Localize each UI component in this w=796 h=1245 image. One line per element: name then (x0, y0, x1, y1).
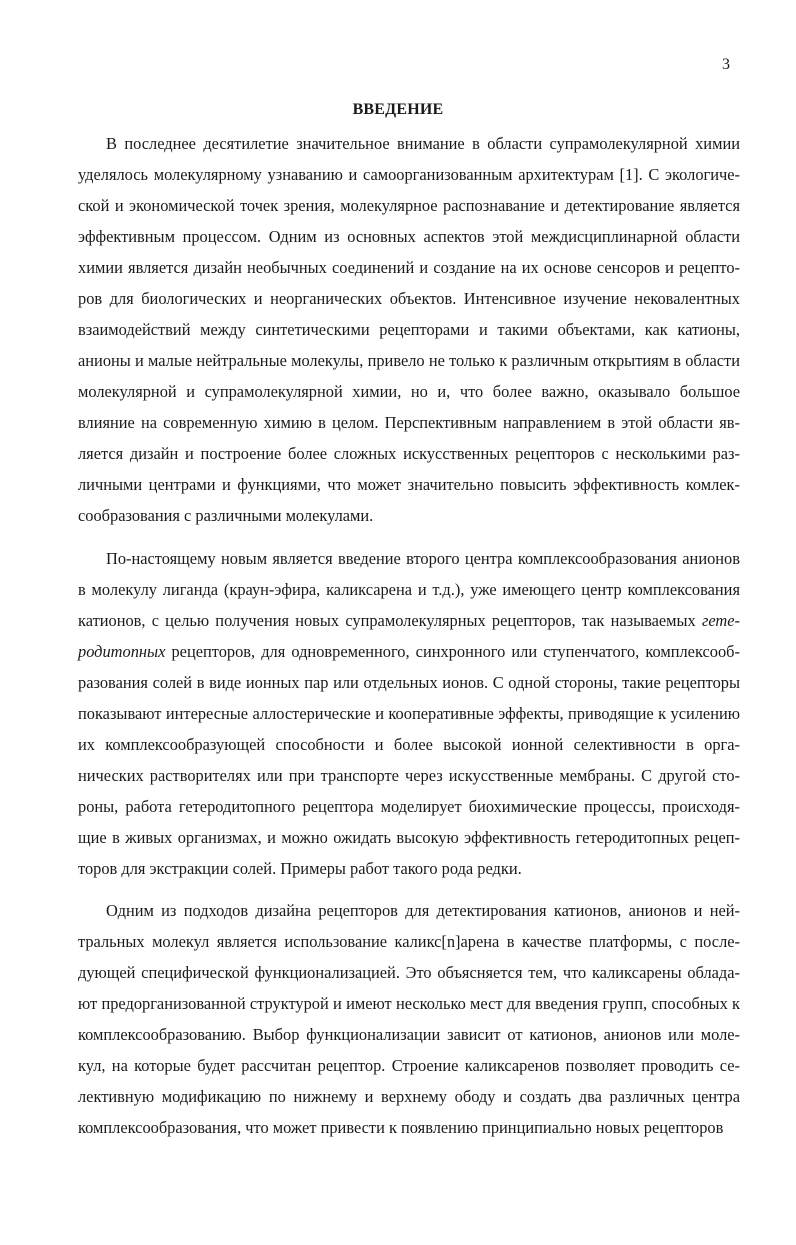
paragraph-1: В последнее десятилетие значительное внимание в области супрамолекулярной химии уделялось молекулярному узнаванию и самоорганизованным архитектурам [1]. С экологической и экономической точек зрения, молекулярное распознавание и детектирование является эффективным процессом. Одним из основных аспектов этой междисциплинарной области химии является дизайн необычных соединений и создание на их основе сенсоров и рецепторов для биологических и неорганических объектов. Интенсивное изучение нековалентных взаимодействий между синтетическими рецепторами и такими объектами, как катионы, анионы и малые нейтральные молекулы, привело не только к различным открытиям в области молекулярной и супрамолекулярной химии, но и, что более важно, оказывало большое влияние на современную химию в целом. Перспективным направлением в этой области является дизайн и построение более сложных искусственных рецепторов с несколькими различными центрами и функциями, что может значительно повысить эффективность комлексообразования с различными молекулами. (78, 134, 740, 525)
body-text (78, 128, 740, 1143)
paragraph-2-before: По-настоящему новым является введение второго центра комплексообразования анионов в молекулу лиганда (краун-эфира, каликсарена и т.д.), уже имеющего центр комплексования катионов, с целью получения новых супрамолекулярных рецепторов, так называемых (78, 549, 740, 630)
paragraph-3: Одним из подходов дизайна рецепторов для детектирования катионов, анионов и нейтральных молекул является использование каликс[n]арена в качестве платформы, с последующей специфической функционализацией. Это объясняется тем, что каликсарены обладают предорганизованной структурой и имеют несколько мест для введения групп, способных к комплексообразованию. Выбор функционализации зависит от катионов, анионов или молекул, на которые будет рассчитан рецептор. Строение каликсаренов позволяет проводить селективную модификацию по нижнему и верхнему ободу и создать два различных центра комплексообразования, что может привести к появлению принципиально новых рецепторов (78, 901, 740, 1137)
paragraph-2 (78, 543, 740, 884)
section-title: ВВЕДЕНИЕ (352, 101, 444, 118)
paragraph-2-emphasis: гетеродитопных (78, 611, 740, 661)
page-number: 3 (722, 56, 730, 73)
paragraph-2-after: рецепторов, для одновременного, синхронного или ступенчатого, комплексообразования солей в виде ионных пар или отдельных ионов. С одной стороны, такие рецепторы показывают интересные аллостерические и кооперативные эффекты, приводящие к усилению их комплексообразующей способности и более высокой ионной селективности в органических растворителях или при транспорте через искусственные мембраны. С другой стороны, работа гетеродитопного рецептора моделирует биохимические процессы, происходящие в живых организмах, и можно ожидать высокую эффективность гетеродитопных рецепторов для экстракции солей. Примеры работ такого рода редки. (78, 642, 740, 878)
